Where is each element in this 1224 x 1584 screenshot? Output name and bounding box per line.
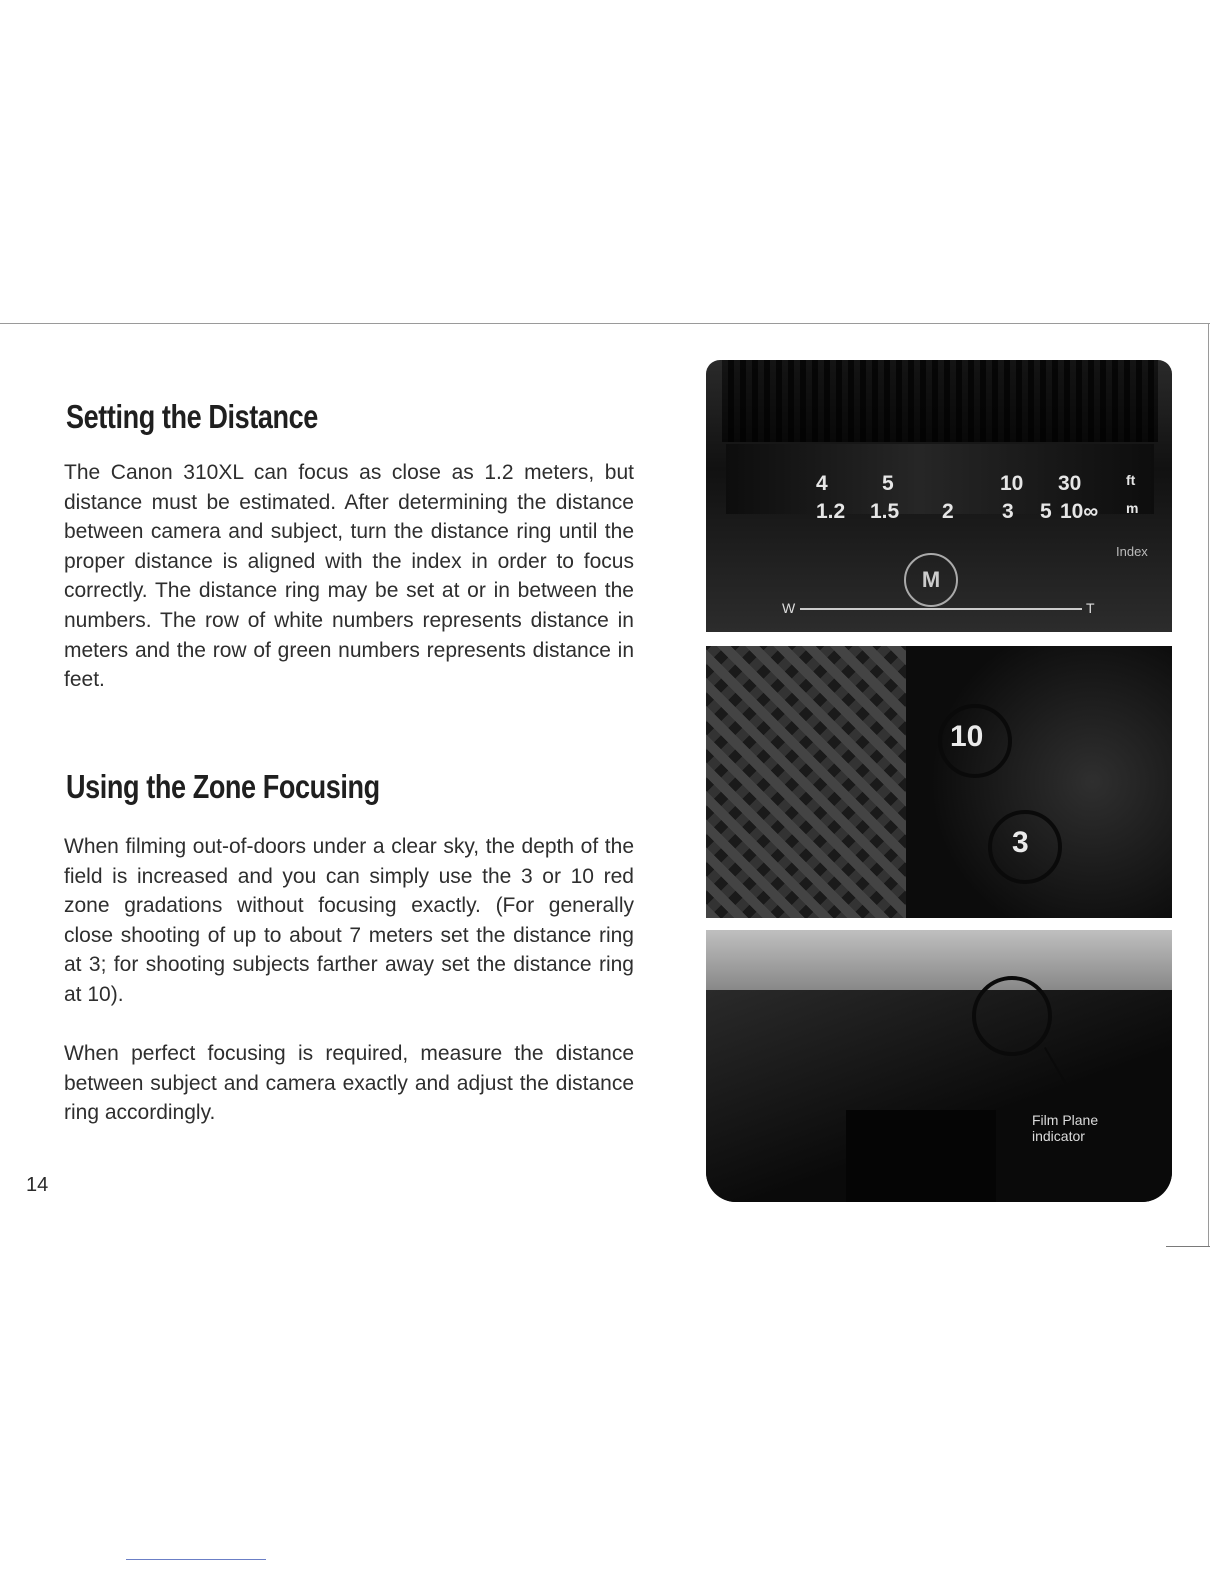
- feet-scale-value: 30: [1058, 472, 1082, 495]
- meter-scale-value: 1.5: [870, 500, 900, 523]
- section-paragraph-zone-focusing: When filming out-of-doors under a clear sky, the depth of the field is increased and you can simply use the 3 or 10 red zone gradations without focusing exactly. (For generally close shooting of up to about 7 meters set the distance ring at 3; for shooting subjects farther away set the distance ring at 10).: [64, 835, 634, 1006]
- feet-unit: ft: [1126, 472, 1136, 488]
- top-rule: [0, 323, 1210, 324]
- meter-scale-value: 3: [1002, 500, 1014, 523]
- zone-gradations-photo: [706, 646, 1172, 918]
- feet-scale-value: 10: [1000, 472, 1024, 495]
- wide-label: W: [782, 600, 796, 616]
- meter-scale-value: 5: [1040, 500, 1052, 523]
- section-paragraph-perfect-focusing: When perfect focusing is required, measure the distance between subject and camera exactly and adjust the distance ring accordingly.: [64, 1042, 634, 1125]
- right-rule: [1208, 323, 1209, 1246]
- film-plane-photo: [706, 930, 1172, 1202]
- feet-scale-value: 5: [882, 472, 894, 495]
- focus-ring-knurl: [706, 646, 906, 918]
- section-heading-zone-focusing: Using the Zone Focusing: [66, 768, 380, 805]
- section-paragraph-setting-distance: The Canon 310XL can focus as close as 1.2 meters, but distance must be estimated. After determining the distance between camera and subject, turn the distance ring until the proper distance is aligned with the index in order to focus correctly. The distance ring may be set at or in between the numbers. The row of white numbers represents distance in meters and the row of green numbers represents distance in feet.: [64, 461, 634, 692]
- zoom-mode-badge: M: [904, 553, 958, 607]
- index-label: Index: [1116, 544, 1148, 559]
- film-plane-label-line2: indicator: [1032, 1128, 1085, 1144]
- bottom-rule: [1166, 1246, 1210, 1247]
- zone-3-mark: 3: [1012, 826, 1029, 859]
- camera-grip: [846, 1110, 996, 1202]
- zoom-scale-line: [800, 608, 1082, 610]
- feet-scale-value: 4: [816, 472, 828, 495]
- meter-scale-value: 1.2: [816, 500, 846, 523]
- section-heading-setting-distance: Setting the Distance: [66, 398, 318, 435]
- focus-ring-knurl: [722, 360, 1158, 442]
- film-plane-label-line1: Film Plane: [1032, 1112, 1099, 1128]
- tele-label: T: [1086, 600, 1095, 616]
- footer-rule: [126, 1559, 266, 1560]
- distance-ring-photo: [706, 360, 1172, 632]
- film-plane-highlight-circle: [972, 976, 1052, 1056]
- meter-scale-value: 10∞: [1060, 500, 1099, 523]
- meter-unit: m: [1126, 500, 1139, 516]
- camera-top-panel: [706, 930, 1172, 990]
- zone-10-mark: 10: [950, 720, 984, 753]
- page-number: 14: [26, 1174, 49, 1196]
- film-plane-label: [1032, 1112, 1152, 1144]
- meter-scale-value: 2: [942, 500, 954, 523]
